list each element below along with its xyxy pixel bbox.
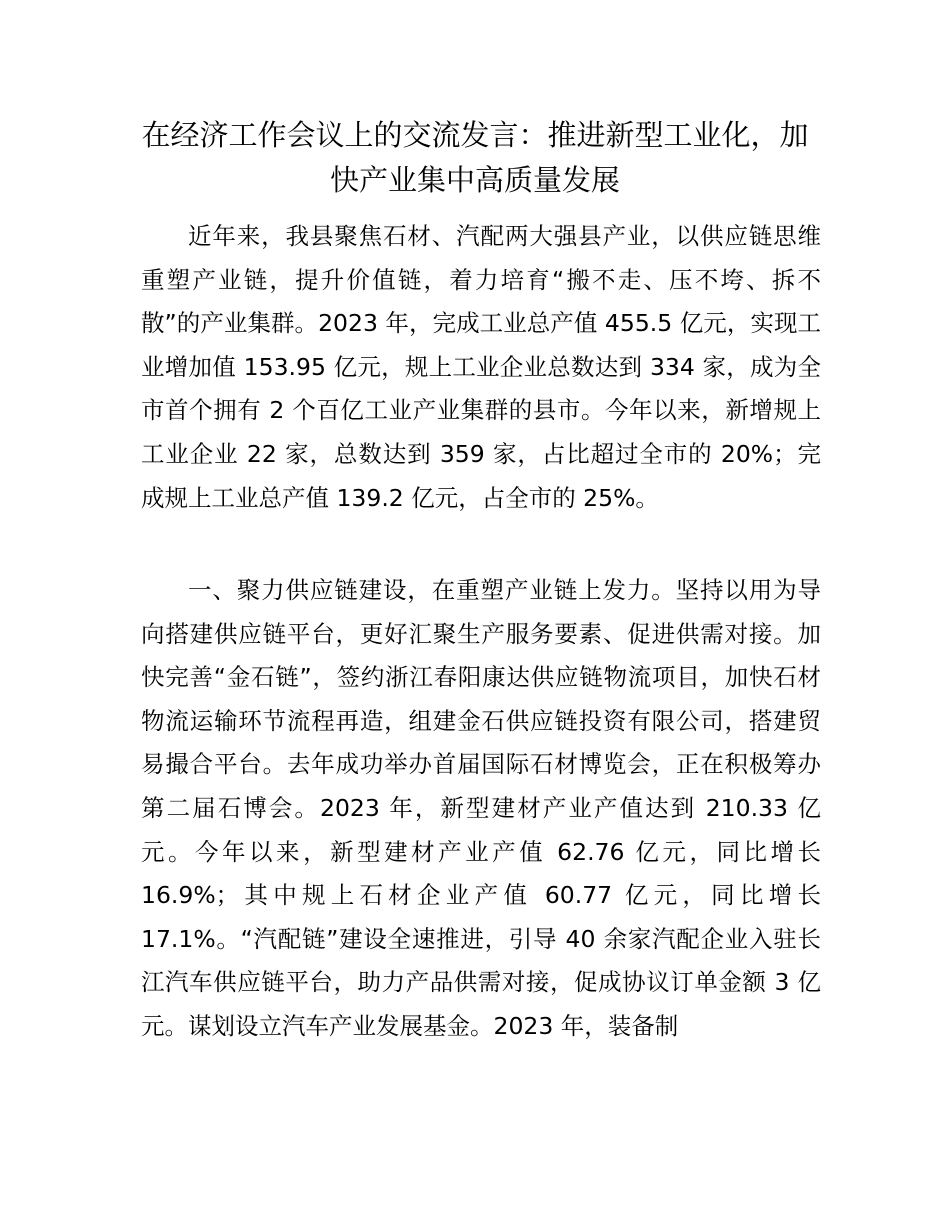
document-title: 在经济工作会议上的交流发言：推进新型工业化，加快产业集中高质量发展 [141, 118, 809, 197]
paragraph-supply-chain: 一、聚力供应链建设，在重塑产业链上发力。坚持以用为导向搭建供应链平台，更好汇聚生产服务要素、促进供需对接。加快完善“金石链”，签约浙江春阳康达供应链物流项目，加快石材物流运输环节流程再造，组建金石供应链投资有限公司，搭建贸易撮合平台。去年成功举办首届国际石材博览会，正在积极筹办第二届石博会。2023 年，新型建材产业产值达到 210.33 亿元。今年以来，新型建材产业产值 62.76 亿元，同比增长 16.9%；其中规上石材企业产值 60.77 亿元，同比增长 17.1%。“汽配链”建设全速推进，引导 40 余家汽配企业入驻长江汽车供应链平台，助力产品供需对接，促成协议订单金额 3 亿元。谋划设立汽车产业发展基金。2023 年，装备制 [141, 576, 821, 1040]
paragraph-intro: 近年来，我县聚焦石材、汽配两大强县产业，以供应链思维重塑产业链，提升价值链，着力培育“搬不走、压不垮、拆不散”的产业集群。2023 年，完成工业总产值 455.5 亿元，实现工业增加值 153.95 亿元，规上工业企业总数达到 334 家，成为全市首个拥有 2 个百亿工业产业集群的县市。今年以来，新增规上工业企业 22 家，总数达到 359 家，占比超过全市的 20%；完成规上工业总产值 139.2 亿元，占全市的 25%。 [141, 222, 821, 512]
